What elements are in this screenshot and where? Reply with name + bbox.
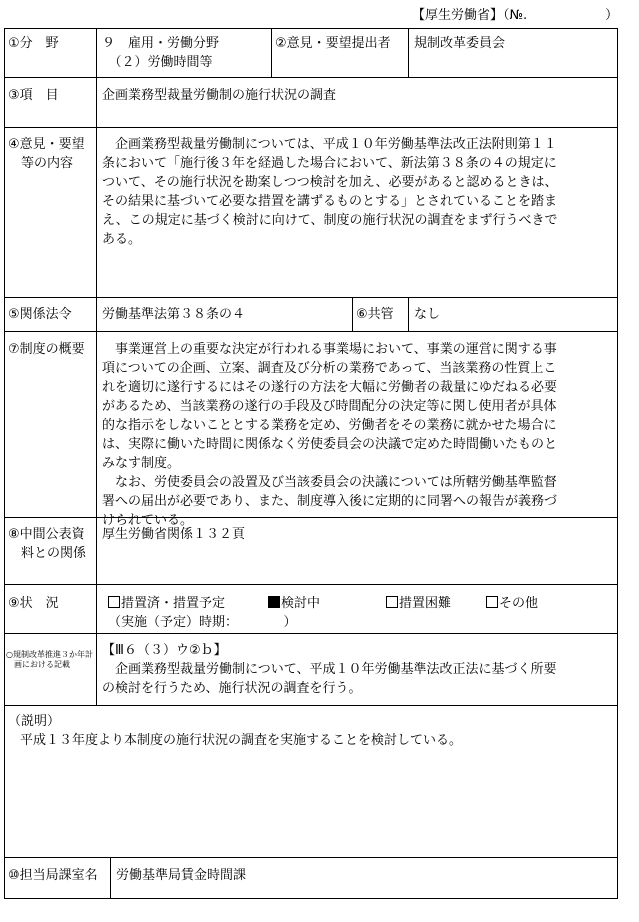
plan-label — [6, 650, 93, 670]
schedule-line: （実施（予定）時期： ） — [108, 615, 297, 630]
submitter-label: ②意見・要望提出者 — [275, 36, 391, 51]
overview-label: ⑦制度の概要 — [8, 342, 85, 357]
explanation-text: 平成１３年度より本制度の施行状況の調査を実施することを検討している。 — [20, 733, 463, 748]
opinion-text-line: ある。 — [102, 232, 142, 247]
joint-label: ⑥共管 — [356, 307, 394, 322]
overview-text-line: があるため、当該業務の遂行の手段及び時間配分の決定等に関し使用者が具体 — [102, 399, 557, 414]
field-label: ①分 野 — [8, 36, 59, 51]
opinion-text — [102, 135, 558, 249]
interim-label — [8, 525, 86, 563]
interim-label-line: 料との関係 — [8, 546, 87, 561]
opinion-label — [8, 135, 85, 173]
checkbox[interactable] — [108, 596, 120, 608]
bureau-label: ⑩担当局課室名 — [8, 868, 98, 883]
item-value: 企画業務型裁量労働制の施行状況の調査 — [102, 88, 337, 103]
status-option[interactable]: 検討中 — [268, 594, 320, 613]
joint-value: なし — [414, 307, 441, 322]
interim-value: 厚生労働省関係１３２頁 — [102, 527, 246, 542]
field-value — [102, 34, 219, 72]
document-header — [412, 4, 618, 23]
law-value: 労働基準法第３８条の４ — [102, 307, 246, 322]
opinion-text-line: ついて、その施行状況を勘案しつつ検討を加え、必要があると認めるときは、 — [102, 175, 558, 190]
opinion-text-line: 条において「施行後３年を経過した場合において、新法第３８条の４の規定に — [102, 156, 557, 171]
overview-text-line: 事業運営上の重要な決定が行われる事業場において、事業の運営に関する事 — [102, 342, 557, 357]
law-label: ⑤関係法令 — [8, 307, 72, 322]
status-option[interactable]: 措置困難 — [386, 594, 451, 613]
overview-text-line: 署への届出が必要であり、また、制度導入後に定期的に同署への報告が義務づ — [102, 494, 558, 509]
opinion-text-line: え、この規定に基づく検討に向けて、制度の施行状況の調査をまず行うべきで — [102, 213, 558, 228]
overview-text-line: 項についての企画、立案、調査及び分析の業務であって、当該業務の性質上こ — [102, 361, 557, 376]
item-label: ③項 目 — [8, 88, 59, 103]
explanation-label: （説明） — [8, 714, 61, 729]
opinion-label-line: ④意見・要望 — [8, 137, 85, 152]
opinion-text-line: 企画業務型裁量労働制については、平成１０年労働基準法改正法附則第１１ — [102, 137, 557, 152]
checkbox[interactable] — [486, 596, 498, 608]
interim-label-line: ⑧中間公表資 — [8, 527, 85, 542]
status-option[interactable]: その他 — [486, 594, 538, 613]
field-value-line: ９ 雇用・労働分野 — [102, 36, 220, 51]
submitter-value: 規制改革委員会 — [414, 36, 506, 51]
overview-text-line: けられている。 — [102, 513, 194, 528]
overview-text-line: みなす制度。 — [102, 456, 181, 471]
plan-label-line: 画における記載 — [6, 660, 70, 669]
field-value-line: （２）労働時間等 — [102, 55, 213, 70]
plan-text — [102, 641, 556, 698]
plan-label-line: ○規制改革推進３か年計 — [6, 650, 93, 659]
ministry-label: 【厚生労働省】 — [412, 8, 504, 23]
checkbox-checked[interactable] — [268, 596, 280, 608]
overview-text-line: れを適切に遂行するにはその遂行の方法を大幅に労働者の裁量にゆだねる必要 — [102, 380, 558, 395]
plan-text-line: 【Ⅲ６（３）ウ②ｂ】 — [102, 643, 227, 658]
opinion-label-line: 等の内容 — [8, 156, 74, 171]
plan-text-line: 企画業務型裁量労働制について、平成１０年労働基準法改正法に基づく所要 — [102, 662, 557, 677]
status-label: ⑨状 況 — [8, 596, 59, 611]
plan-text-line: の検討を行うため、施行状況の調査を行う。 — [102, 681, 362, 696]
bureau-value: 労働基準局賃金時間課 — [116, 868, 247, 883]
overview-text-line: 的な指示をしないこととする業務を定め、労働者をその業務に就かせた場合に — [102, 418, 557, 433]
checkbox[interactable] — [386, 596, 398, 608]
overview-text — [102, 340, 557, 530]
status-options — [108, 594, 613, 632]
status-option[interactable]: 措置済・措置予定 — [108, 594, 225, 613]
overview-text-line: なお、労使委員会の設置及び当該委員会の決議については所轄労働基準監督 — [102, 475, 557, 490]
opinion-text-line: その結果に基づいて必要な措置を講ずるものとする」とされていることを踏ま — [102, 194, 558, 209]
number-label: （№. ） — [503, 8, 619, 23]
overview-text-line: は、実際に働いた時間に関係なく労使委員会の決議で定めた時間働いたものと — [102, 437, 558, 452]
